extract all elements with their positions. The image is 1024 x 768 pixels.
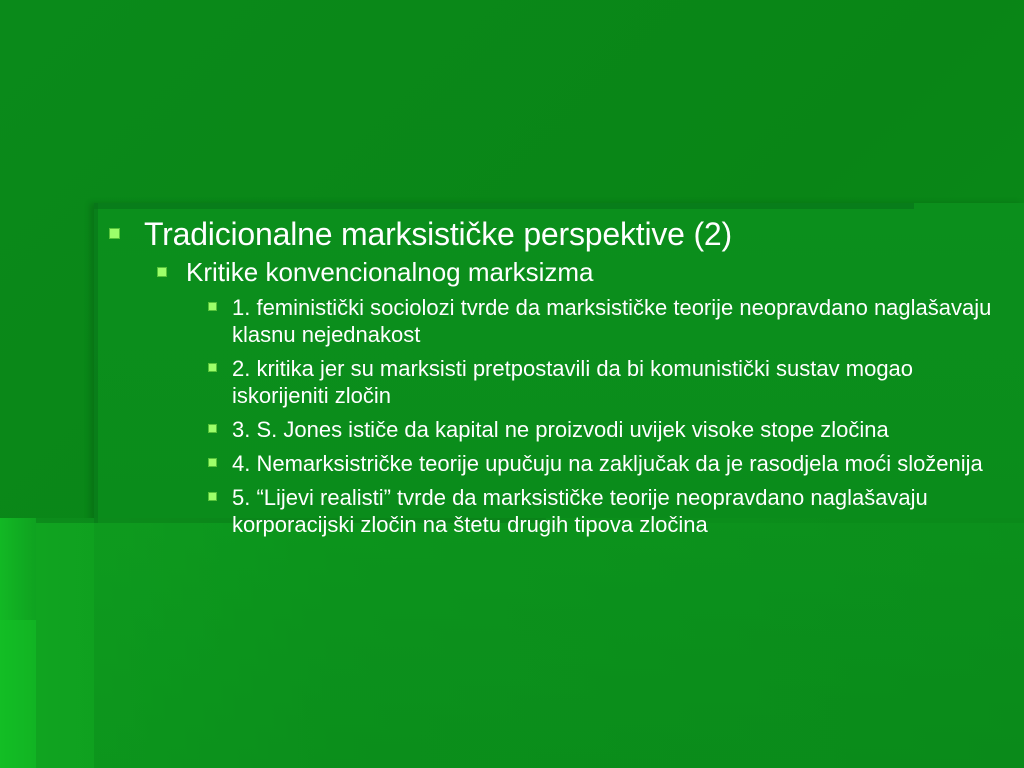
point-text: 2. kritika jer su marksisti pretpostavili da bi komunistički sustav mogao iskorijeniti zločin (232, 356, 914, 408)
bullet-level1 (100, 212, 1000, 256)
list-item (232, 294, 992, 348)
background-panel-inner (94, 523, 1024, 768)
square-bullet-icon (208, 458, 217, 467)
list-item (232, 355, 992, 409)
slide-subheading: Kritike konvencionalnog marksizma (186, 257, 594, 287)
points-list (232, 294, 992, 538)
square-bullet-icon (208, 302, 217, 311)
square-bullet-icon (157, 267, 167, 277)
square-bullet-icon (208, 363, 217, 372)
square-bullet-icon (109, 228, 120, 239)
panel-edge-left (94, 203, 98, 523)
list-item (232, 450, 992, 477)
square-bullet-icon (208, 424, 217, 433)
point-text: 3. S. Jones ističe da kapital ne proizvodi uvijek visoke stope zločina (232, 417, 889, 442)
square-bullet-icon (208, 492, 217, 501)
slide-content (100, 212, 1000, 545)
list-item (232, 416, 992, 443)
point-text: 5. “Lijevi realisti” tvrde da marksističke teorije neopravdano naglašavaju korporacijski zločin na štetu drugih tipova zločina (232, 485, 928, 537)
list-item (232, 484, 992, 538)
background-strip-left-highlight (0, 620, 36, 768)
panel-edge-top (94, 203, 914, 209)
point-text: 4. Nemarksistričke teorije upučuju na zaključak da je rasodjela moći složenija (232, 451, 983, 476)
point-text: 1. feministički sociolozi tvrde da marksističke teorije neopravdano naglašavaju klasnu nejednakost (232, 295, 992, 347)
bullet-level2 (186, 256, 1000, 288)
slide-heading: Tradicionalne marksističke perspektive (2) (144, 216, 732, 252)
